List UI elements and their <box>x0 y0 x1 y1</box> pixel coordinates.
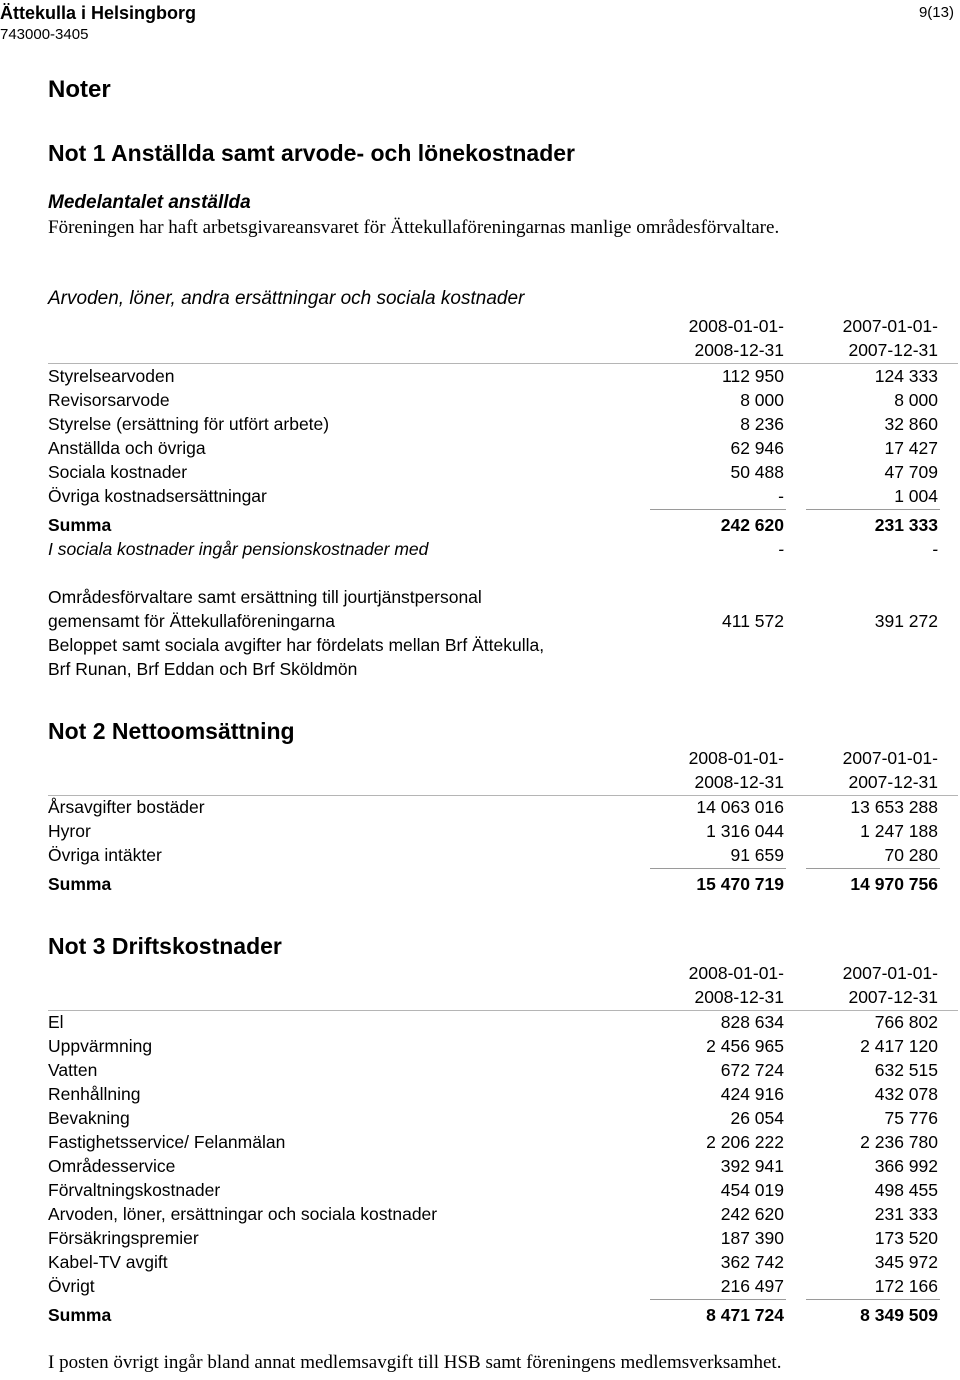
row-value-2008: 187 390 <box>720 1228 784 1248</box>
note3-heading: Not 3 Driftskostnader <box>48 933 282 959</box>
omr-text: Beloppet samt sociala avgifter har fördelats mellan Brf Ättekulla, <box>48 635 545 655</box>
row-value-2007: 47 709 <box>884 462 938 482</box>
row-value-2008: 672 724 <box>720 1060 784 1080</box>
omr-line1 <box>48 585 938 609</box>
row-value-2008: 112 950 <box>722 366 784 386</box>
row-value-2007: 17 427 <box>884 438 938 458</box>
row-label: Områdesservice <box>48 1156 176 1176</box>
row-value-2007: 432 078 <box>874 1084 938 1104</box>
table-row <box>48 1058 938 1082</box>
row-label: Styrelse (ersättning för utfört arbete) <box>48 414 330 434</box>
sum-value-2007: 14 970 756 <box>850 874 938 894</box>
row-value-2008: 8 236 <box>740 414 784 434</box>
row-label: Bevakning <box>48 1108 130 1128</box>
row-label: Hyror <box>48 821 91 841</box>
page-number: 9(13) <box>918 4 954 21</box>
note1-heading: Not 1 Anställda samt arvode- och lönekostnader <box>48 140 575 166</box>
note1-subtext: Föreningen har haft arbetsgivareansvaret för Ättekullaföreningarnas manlige områdesförvaltare. <box>48 217 780 238</box>
sum-value-2007: 8 349 509 <box>860 1305 938 1325</box>
row-label: Anställda och övriga <box>48 438 206 458</box>
row-value-2007: 766 802 <box>874 1012 938 1032</box>
table-row <box>48 1082 938 1106</box>
row-value-2008: 424 916 <box>720 1084 784 1104</box>
row-value-2008: 91 659 <box>730 845 784 865</box>
row-label: El <box>48 1012 64 1032</box>
row-value-2007: 13 653 288 <box>850 797 938 817</box>
row-value-2008: 62 946 <box>730 438 784 458</box>
sum-rule <box>806 1299 940 1300</box>
sum-label: Summa <box>48 874 112 894</box>
table-row <box>48 460 938 484</box>
omr-text: Brf Runan, Brf Eddan och Brf Sköldmön <box>48 659 358 679</box>
row-value-2007: 172 166 <box>874 1276 938 1296</box>
row-value-2008: 392 941 <box>720 1156 784 1176</box>
row-label: Försäkringspremier <box>48 1228 199 1248</box>
row-value-2007: 345 972 <box>874 1252 938 1272</box>
sum-rule <box>650 868 786 869</box>
table-row <box>48 484 938 508</box>
omr-line3 <box>48 633 938 657</box>
row-value-2007: 124 333 <box>874 366 938 386</box>
row-value-2007: 498 455 <box>874 1180 938 1200</box>
sum-value-2008: 242 620 <box>720 515 784 535</box>
row-value-2007: 231 333 <box>874 1204 938 1224</box>
row-value-2007: 1 004 <box>894 486 938 506</box>
note2-period2-line1: 2007-01-01- <box>842 748 938 768</box>
organization-name: Ättekulla i Helsingborg <box>0 3 197 23</box>
sum-label: Summa <box>48 1305 112 1325</box>
note1-section-title: Arvoden, löner, andra ersättningar och sociala kostnader <box>48 288 525 309</box>
table-row <box>48 1130 938 1154</box>
row-value-2007: 75 776 <box>884 1108 938 1128</box>
row-value-2007: 632 515 <box>874 1060 938 1080</box>
row-label: Övriga kostnadsersättningar <box>48 486 267 506</box>
row-label: Kabel-TV avgift <box>48 1252 168 1272</box>
note2-period1-line1: 2008-01-01- <box>688 748 784 768</box>
row-label: Sociala kostnader <box>48 462 188 482</box>
row-label: Övrigt <box>48 1276 95 1296</box>
row-label: Styrelsearvoden <box>48 366 175 386</box>
table-row <box>48 1154 938 1178</box>
row-label: Renhållning <box>48 1084 141 1104</box>
table-row <box>48 1250 938 1274</box>
row-value-2007: 366 992 <box>874 1156 938 1176</box>
row-label: Vatten <box>48 1060 98 1080</box>
sum-row <box>48 1303 938 1327</box>
sum-value-2008: 15 470 719 <box>696 874 784 894</box>
row-label: Arvoden, löner, ersättningar och sociala kostnader <box>48 1204 438 1224</box>
note1-period2-line1: 2007-01-01- <box>842 316 938 336</box>
table-row <box>48 1226 938 1250</box>
row-label: Förvaltningskostnader <box>48 1180 221 1200</box>
omr-line4 <box>48 657 938 681</box>
row-value-2008: 8 000 <box>740 390 784 410</box>
row-value-2008: 242 620 <box>720 1204 784 1224</box>
row-value-2007: 173 520 <box>874 1228 938 1248</box>
row-value-2007: 2 417 120 <box>860 1036 938 1056</box>
note3-period1-line2: 2008-12-31 <box>694 987 784 1007</box>
table-row <box>48 412 938 436</box>
omr-text: Områdesförvaltare samt ersättning till jourtjänstpersonal <box>48 587 482 607</box>
row-value-2008: 14 063 016 <box>696 797 784 817</box>
note3-period1-line1: 2008-01-01- <box>688 963 784 983</box>
row-label: Övriga intäkter <box>48 845 162 865</box>
note3-period2-line2: 2007-12-31 <box>848 987 938 1007</box>
omr-text: gemensamt för Ättekullaföreningarna <box>48 611 335 631</box>
table-row <box>48 1202 938 1226</box>
row-value-2008: 2 206 222 <box>706 1132 784 1152</box>
row-label: Fastighetsservice/ Felanmälan <box>48 1132 286 1152</box>
row-label: Uppvärmning <box>48 1036 153 1056</box>
note2-period1-line2: 2008-12-31 <box>694 772 784 792</box>
note1-period1-line1: 2008-01-01- <box>688 316 784 336</box>
note3-period2-line1: 2007-01-01- <box>842 963 938 983</box>
note3-footnote: I posten övrigt ingår bland annat medlemsavgift till HSB samt föreningens medlemsverksamhet. <box>48 1352 782 1373</box>
row-value-2007: 1 247 188 <box>860 821 938 841</box>
sum-row <box>48 872 938 896</box>
note1-period2-line2: 2007-12-31 <box>848 340 938 360</box>
table-row <box>48 436 938 460</box>
table-row <box>48 1178 938 1202</box>
row-value-2008: 362 742 <box>720 1252 784 1272</box>
table-row <box>48 1010 938 1034</box>
row-label: Revisorsarvode <box>48 390 170 410</box>
row-value-2007: 8 000 <box>894 390 938 410</box>
row-value-2007: 32 860 <box>884 414 938 434</box>
sum-rule <box>806 868 940 869</box>
sum-value-2008: 8 471 724 <box>706 1305 784 1325</box>
pension-value-2007: - <box>932 539 938 559</box>
row-label: Årsavgifter bostäder <box>48 797 205 817</box>
organization-number: 743000-3405 <box>0 26 89 43</box>
row-value-2008: 26 054 <box>730 1108 784 1128</box>
row-value-2008: 454 019 <box>720 1180 784 1200</box>
table-row <box>48 795 938 819</box>
table-row <box>48 1034 938 1058</box>
row-value-2008: 50 488 <box>730 462 784 482</box>
table-row <box>48 843 938 867</box>
note2-heading: Not 2 Nettoomsättning <box>48 718 295 744</box>
table-row <box>48 1274 938 1298</box>
sum-row <box>48 513 938 537</box>
note2-period2-line2: 2007-12-31 <box>848 772 938 792</box>
pension-value-2008: - <box>778 539 784 559</box>
sum-rule <box>650 509 786 510</box>
pension-label: I sociala kostnader ingår pensionskostnader med <box>48 539 429 559</box>
sum-rule <box>650 1299 786 1300</box>
note1-subheading: Medelantalet anställda <box>48 192 251 213</box>
row-value-2008: 828 634 <box>720 1012 784 1032</box>
row-value-2008: 2 456 965 <box>706 1036 784 1056</box>
table-row <box>48 819 938 843</box>
omr-value-2008: 411 572 <box>722 611 784 631</box>
row-value-2007: 2 236 780 <box>860 1132 938 1152</box>
note1-period1-line2: 2008-12-31 <box>694 340 784 360</box>
notes-title: Noter <box>48 76 111 103</box>
table-row <box>48 364 938 388</box>
row-value-2008: - <box>778 486 784 506</box>
table-row <box>48 1106 938 1130</box>
pension-row <box>48 537 938 561</box>
row-value-2008: 1 316 044 <box>706 821 784 841</box>
omr-row <box>48 609 938 633</box>
sum-value-2007: 231 333 <box>874 515 938 535</box>
omr-value-2007: 391 272 <box>874 611 938 631</box>
sum-rule <box>806 509 940 510</box>
sum-label: Summa <box>48 515 112 535</box>
row-value-2007: 70 280 <box>884 845 938 865</box>
table-row <box>48 388 938 412</box>
row-value-2008: 216 497 <box>720 1276 784 1296</box>
